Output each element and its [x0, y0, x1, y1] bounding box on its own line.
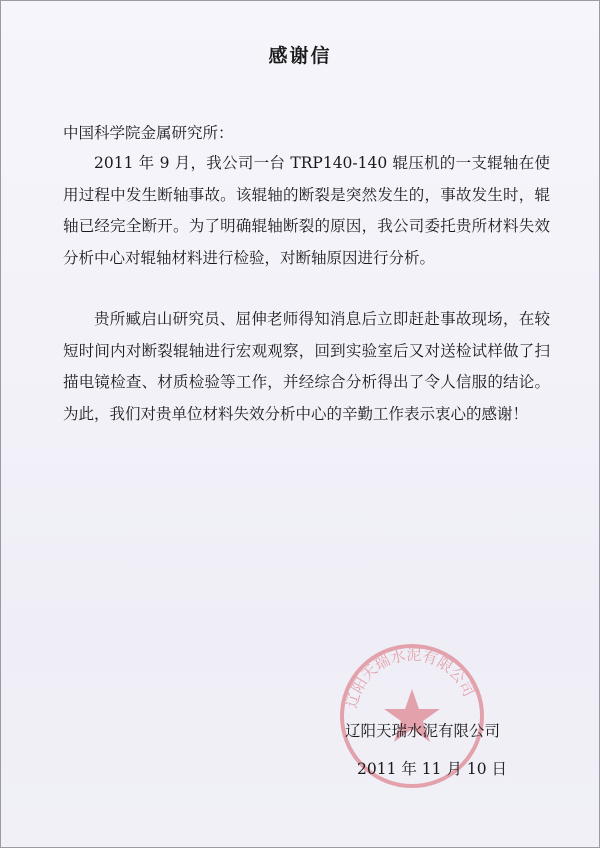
paragraph-1	[63, 148, 550, 274]
seal-text: 辽阳天瑞水泥有限公司	[342, 645, 478, 710]
paragraph-2-text: 贵所臧启山研究员、屈伸老师得知消息后立即赶赴事故现场，在较短时间内对断裂辊轴进行宏观观察，回到实验室后又对送检试样做了扫描电镜检查、材质检验等工作，并经综合分析得出了令人信服的结论。为此，我们对贵单位材料失效分析中心的辛勤工作表示衷心的感谢！	[63, 310, 550, 423]
paragraph-1-text: 2011 年 9 月，我公司一台 TRP140-140 辊压机的一支辊轴在使用过程中发生断轴事故。该辊轴的断裂是突然发生的，事故发生时，辊轴已经完全断开。为了明确辊轴断裂的原因，我公司委托贵所材料失效分析中心对辊轴材料进行检验，对断轴原因进行分析。	[63, 154, 550, 267]
paragraph-2	[63, 304, 550, 430]
letter-date: 2011 年 11 月 10 日	[357, 760, 508, 778]
sender-company: 辽阳天瑞水泥有限公司	[345, 722, 501, 740]
salutation: 中国科学院金属研究所：	[63, 124, 234, 142]
letter-title: 感谢信	[268, 45, 332, 67]
